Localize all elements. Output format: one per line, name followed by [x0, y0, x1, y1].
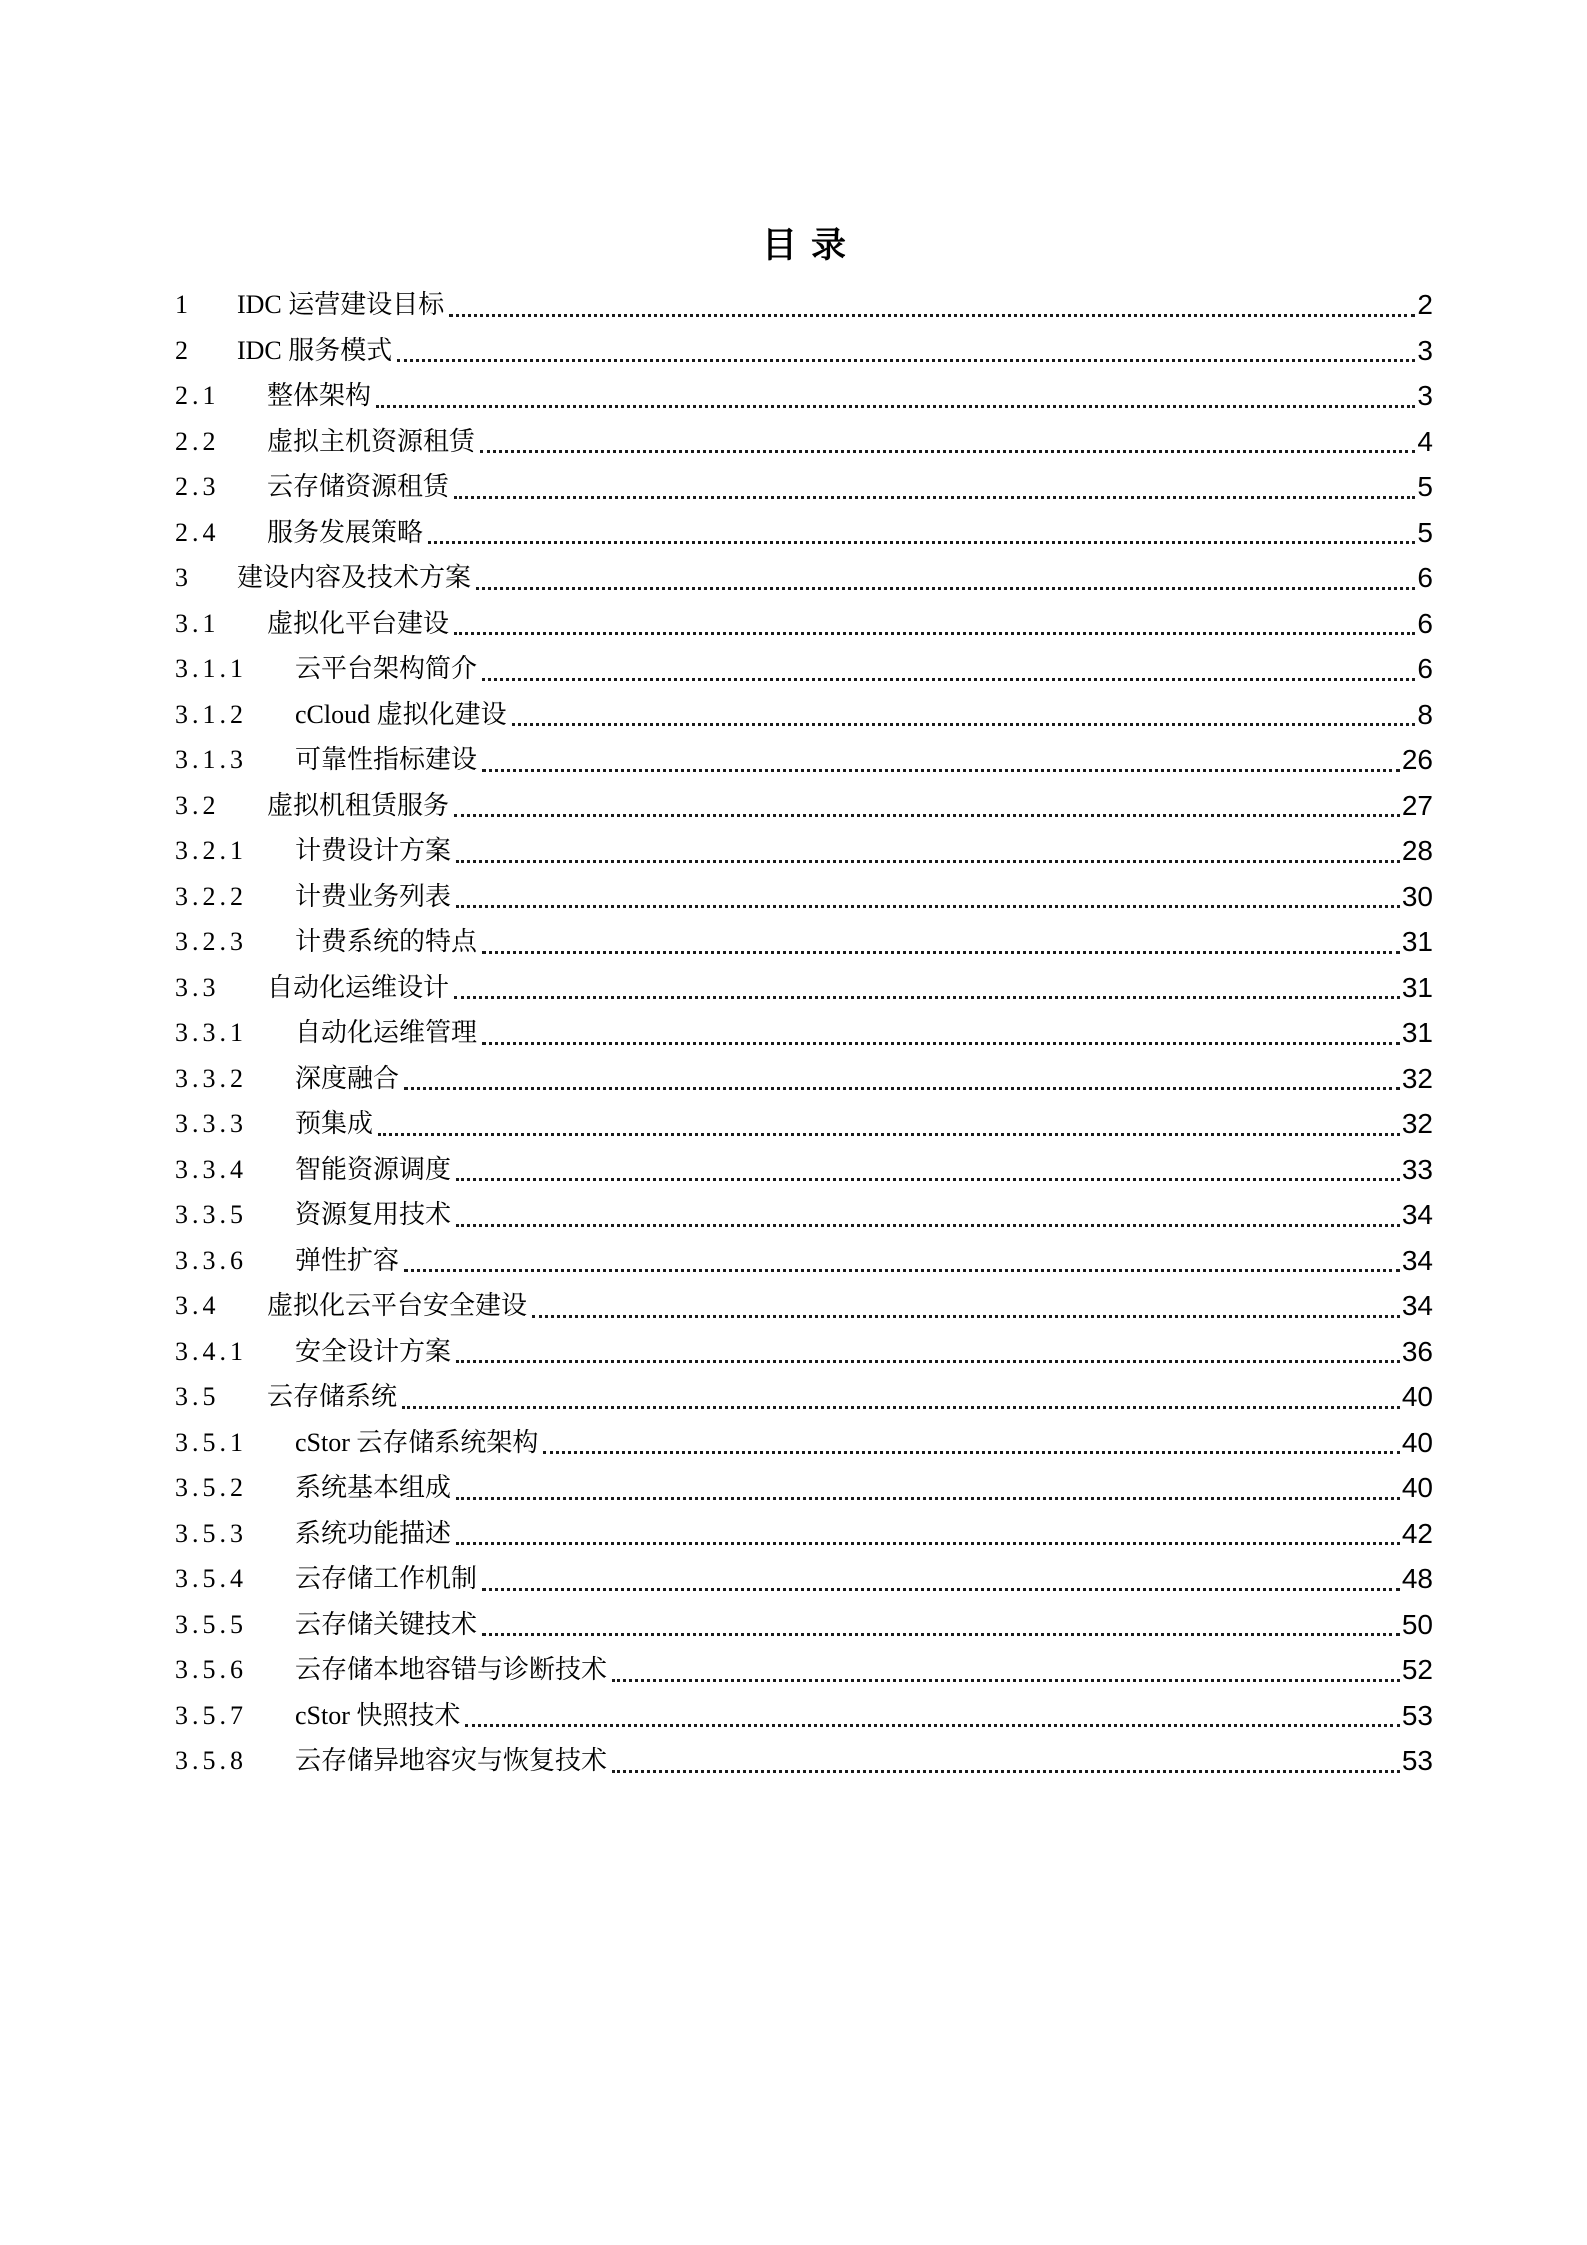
dot-leader: [480, 450, 1415, 453]
toc-entry-page: 32: [1401, 1062, 1433, 1094]
toc-entry-page: 26: [1401, 744, 1433, 775]
toc-entry-number: 3.5.3: [175, 1518, 247, 1548]
toc-list: [175, 282, 1433, 1784]
toc-entry-number: 2.4: [175, 517, 220, 547]
toc-entry[interactable]: [175, 1374, 1433, 1420]
toc-entry-page: 5: [1417, 471, 1433, 502]
toc-entry-number: 3.1.3: [175, 745, 247, 774]
toc-entry[interactable]: [175, 1647, 1433, 1693]
dot-leader: [543, 1451, 1399, 1454]
toc-entry[interactable]: [175, 1238, 1433, 1284]
toc-entry-title: 智能资源调度: [295, 1154, 452, 1184]
toc-page-title: 目录: [761, 226, 860, 265]
toc-entry-page: 52: [1401, 1654, 1433, 1685]
dot-leader: [482, 1633, 1400, 1636]
toc-entry-title: 整体架构: [267, 381, 372, 410]
dot-leader: [404, 1269, 1400, 1272]
dot-leader: [456, 1542, 1400, 1545]
toc-entry[interactable]: [175, 1420, 1433, 1466]
dot-leader: [512, 723, 1416, 726]
toc-entry-title: 云存储异地容灾与恢复技术: [295, 1746, 608, 1775]
toc-entry-title: 系统功能描述: [295, 1518, 452, 1548]
toc-entry[interactable]: [175, 555, 1433, 601]
toc-entry-title: 云存储工作机制: [295, 1564, 478, 1593]
toc-entry-title: 虚拟主机资源租赁: [267, 426, 476, 456]
toc-entry-page: 40: [1401, 1472, 1433, 1503]
dot-leader: [376, 405, 1415, 408]
dot-leader: [532, 1315, 1400, 1318]
toc-entry[interactable]: [175, 510, 1433, 556]
toc-entry-page: 4: [1417, 425, 1433, 457]
toc-entry-page: 3: [1417, 334, 1433, 366]
toc-entry-title: 计费系统的特点: [295, 927, 478, 956]
dot-leader: [404, 1087, 1400, 1090]
dot-leader: [456, 860, 1400, 863]
toc-entry-page: 8: [1417, 698, 1433, 730]
toc-entry-page: 33: [1401, 1153, 1433, 1185]
toc-entry-title: 建设内容及技术方案: [237, 563, 472, 592]
toc-entry-number: 3.2.2: [175, 881, 247, 911]
toc-entry[interactable]: [175, 646, 1433, 692]
toc-entry-number: 2.2: [175, 426, 220, 456]
toc-entry-page: 36: [1401, 1335, 1433, 1367]
dot-leader: [476, 587, 1415, 590]
toc-entry-title: 虚拟机租赁服务: [267, 790, 450, 820]
dot-leader: [402, 1406, 1400, 1409]
toc-entry-title: 自动化运维管理: [295, 1018, 478, 1047]
toc-entry-page: 34: [1401, 1199, 1433, 1230]
toc-entry-number: 3.5.1: [175, 1427, 247, 1457]
toc-entry[interactable]: [175, 1511, 1433, 1557]
toc-entry[interactable]: [175, 1693, 1433, 1739]
toc-entry-page: 40: [1401, 1426, 1433, 1458]
toc-entry[interactable]: [175, 1056, 1433, 1102]
toc-entry-page: 31: [1401, 971, 1433, 1003]
toc-entry-title: 弹性扩容: [295, 1245, 400, 1275]
toc-entry-number: 3: [175, 563, 192, 592]
toc-entry[interactable]: [175, 783, 1433, 829]
toc-entry[interactable]: [175, 874, 1433, 920]
toc-entry-title: 计费业务列表: [295, 881, 452, 911]
toc-entry-title: 安全设计方案: [295, 1336, 452, 1366]
dot-leader: [482, 951, 1400, 954]
toc-entry-title: cCloud 虚拟化建设: [295, 699, 507, 729]
toc-entry-number: 3.2.1: [175, 836, 247, 865]
toc-entry-page: 48: [1401, 1563, 1433, 1594]
toc-entry[interactable]: [175, 1147, 1433, 1193]
toc-entry[interactable]: [175, 464, 1433, 510]
toc-entry-number: 3.5: [175, 1382, 220, 1411]
toc-entry-page: 6: [1417, 653, 1433, 684]
toc-entry-number: 2.3: [175, 472, 220, 501]
toc-entry-number: 3.5.2: [175, 1473, 247, 1502]
toc-entry-page: 53: [1401, 1699, 1433, 1731]
toc-entry[interactable]: [175, 419, 1433, 465]
dot-leader: [378, 1133, 1400, 1136]
toc-entry-title: 计费设计方案: [295, 836, 452, 865]
dot-leader: [465, 1724, 1399, 1727]
toc-entry-number: 3.3.2: [175, 1063, 247, 1093]
toc-entry-title: 深度融合: [295, 1063, 400, 1093]
toc-entry-title: 自动化运维设计: [267, 972, 450, 1002]
toc-entry-page: 42: [1401, 1517, 1433, 1549]
toc-entry-page: 5: [1417, 516, 1433, 548]
toc-entry-number: 3.5.8: [175, 1746, 247, 1775]
dot-leader: [456, 1497, 1400, 1500]
toc-entry-title: 系统基本组成: [295, 1473, 452, 1502]
dot-leader: [482, 1588, 1400, 1591]
toc-entry[interactable]: [175, 919, 1433, 965]
dot-leader: [456, 1224, 1400, 1227]
dot-leader: [612, 1770, 1400, 1773]
toc-entry[interactable]: [175, 328, 1433, 374]
toc-entry-title: 云平台架构简介: [295, 654, 478, 683]
toc-entry[interactable]: [175, 1101, 1433, 1147]
toc-entry-title: cStor 云存储系统架构: [295, 1427, 539, 1457]
toc-entry-number: 3.1.2: [175, 699, 247, 729]
toc-entry[interactable]: [175, 965, 1433, 1011]
toc-entry-number: 3.3.1: [175, 1018, 247, 1047]
toc-entry-number: 3.3.4: [175, 1154, 247, 1184]
toc-entry-page: 3: [1417, 380, 1433, 411]
toc-entry-title: 云存储资源租赁: [267, 472, 450, 501]
toc-entry[interactable]: [175, 1556, 1433, 1602]
toc-entry[interactable]: [175, 828, 1433, 874]
toc-entry-page: 34: [1401, 1244, 1433, 1276]
toc-entry[interactable]: [175, 373, 1433, 419]
toc-entry-page: 40: [1401, 1381, 1433, 1412]
dot-leader: [482, 1042, 1400, 1045]
dot-leader: [397, 359, 1415, 362]
toc-entry-page: 31: [1401, 926, 1433, 957]
toc-entry-title: cStor 快照技术: [295, 1700, 461, 1730]
toc-entry[interactable]: [175, 1602, 1433, 1648]
toc-entry-title: 云存储关键技术: [295, 1609, 478, 1639]
toc-entry-title: 预集成: [295, 1109, 374, 1138]
toc-entry-page: 30: [1401, 880, 1433, 912]
dot-leader: [456, 905, 1400, 908]
toc-entry-title: 虚拟化平台建设: [267, 608, 450, 638]
toc-entry-page: 50: [1401, 1608, 1433, 1640]
toc-entry-number: 2: [175, 335, 192, 365]
toc-entry[interactable]: [175, 1329, 1433, 1375]
toc-entry-number: 3.5.7: [175, 1700, 247, 1730]
dot-leader: [454, 996, 1400, 999]
toc-entry[interactable]: [175, 1738, 1433, 1784]
toc-entry[interactable]: [175, 692, 1433, 738]
toc-entry-number: 3.4.1: [175, 1336, 247, 1366]
toc-entry[interactable]: [175, 1192, 1433, 1238]
dot-leader: [482, 769, 1400, 772]
dot-leader: [612, 1679, 1400, 1682]
dot-leader: [449, 314, 1415, 317]
toc-entry[interactable]: [175, 282, 1433, 328]
toc-entry-page: 53: [1401, 1745, 1433, 1776]
toc-entry-number: 2.1: [175, 381, 220, 410]
toc-entry[interactable]: [175, 601, 1433, 647]
dot-leader: [454, 814, 1400, 817]
dot-leader: [456, 1360, 1400, 1363]
toc-entry-page: 2: [1417, 289, 1433, 320]
toc-entry-number: 3.3: [175, 972, 220, 1002]
toc-entry-number: 3.3.6: [175, 1245, 247, 1275]
toc-entry-title: 服务发展策略: [267, 517, 424, 547]
toc-entry-page: 32: [1401, 1108, 1433, 1139]
toc-entry-title: 可靠性指标建设: [295, 745, 478, 774]
toc-entry-number: 3.1.1: [175, 654, 247, 683]
toc-entry[interactable]: [175, 1283, 1433, 1329]
toc-entry-page: 6: [1417, 562, 1433, 593]
toc-entry-page: 6: [1417, 607, 1433, 639]
toc-entry[interactable]: [175, 1010, 1433, 1056]
toc-entry-number: 3.1: [175, 608, 220, 638]
toc-entry-number: 1: [175, 290, 192, 319]
toc-entry-title: 虚拟化云平台安全建设: [267, 1291, 528, 1320]
toc-entry-page: 27: [1401, 789, 1433, 821]
toc-entry-number: 3.5.6: [175, 1655, 247, 1684]
dot-leader: [428, 541, 1415, 544]
toc-entry-number: 3.4: [175, 1291, 220, 1320]
toc-entry-title: IDC 运营建设目标: [237, 290, 445, 319]
toc-entry-title: IDC 服务模式: [237, 335, 393, 365]
dot-leader: [454, 496, 1415, 499]
toc-entry-page: 34: [1401, 1290, 1433, 1321]
toc-entry[interactable]: [175, 737, 1433, 783]
toc-entry-number: 3.3.3: [175, 1109, 247, 1138]
dot-leader: [454, 632, 1415, 635]
toc-entry-title: 资源复用技术: [295, 1200, 452, 1229]
toc-entry[interactable]: [175, 1465, 1433, 1511]
toc-entry-title: 云存储系统: [267, 1382, 398, 1411]
toc-entry-number: 3.2.3: [175, 927, 247, 956]
dot-leader: [482, 678, 1415, 681]
toc-entry-page: 31: [1401, 1017, 1433, 1048]
toc-entry-number: 3.5.4: [175, 1564, 247, 1593]
dot-leader: [456, 1178, 1400, 1181]
toc-entry-number: 3.5.5: [175, 1609, 247, 1639]
toc-entry-number: 3.2: [175, 790, 220, 820]
toc-entry-title: 云存储本地容错与诊断技术: [295, 1655, 608, 1684]
toc-entry-page: 28: [1401, 835, 1433, 866]
toc-entry-number: 3.3.5: [175, 1200, 247, 1229]
